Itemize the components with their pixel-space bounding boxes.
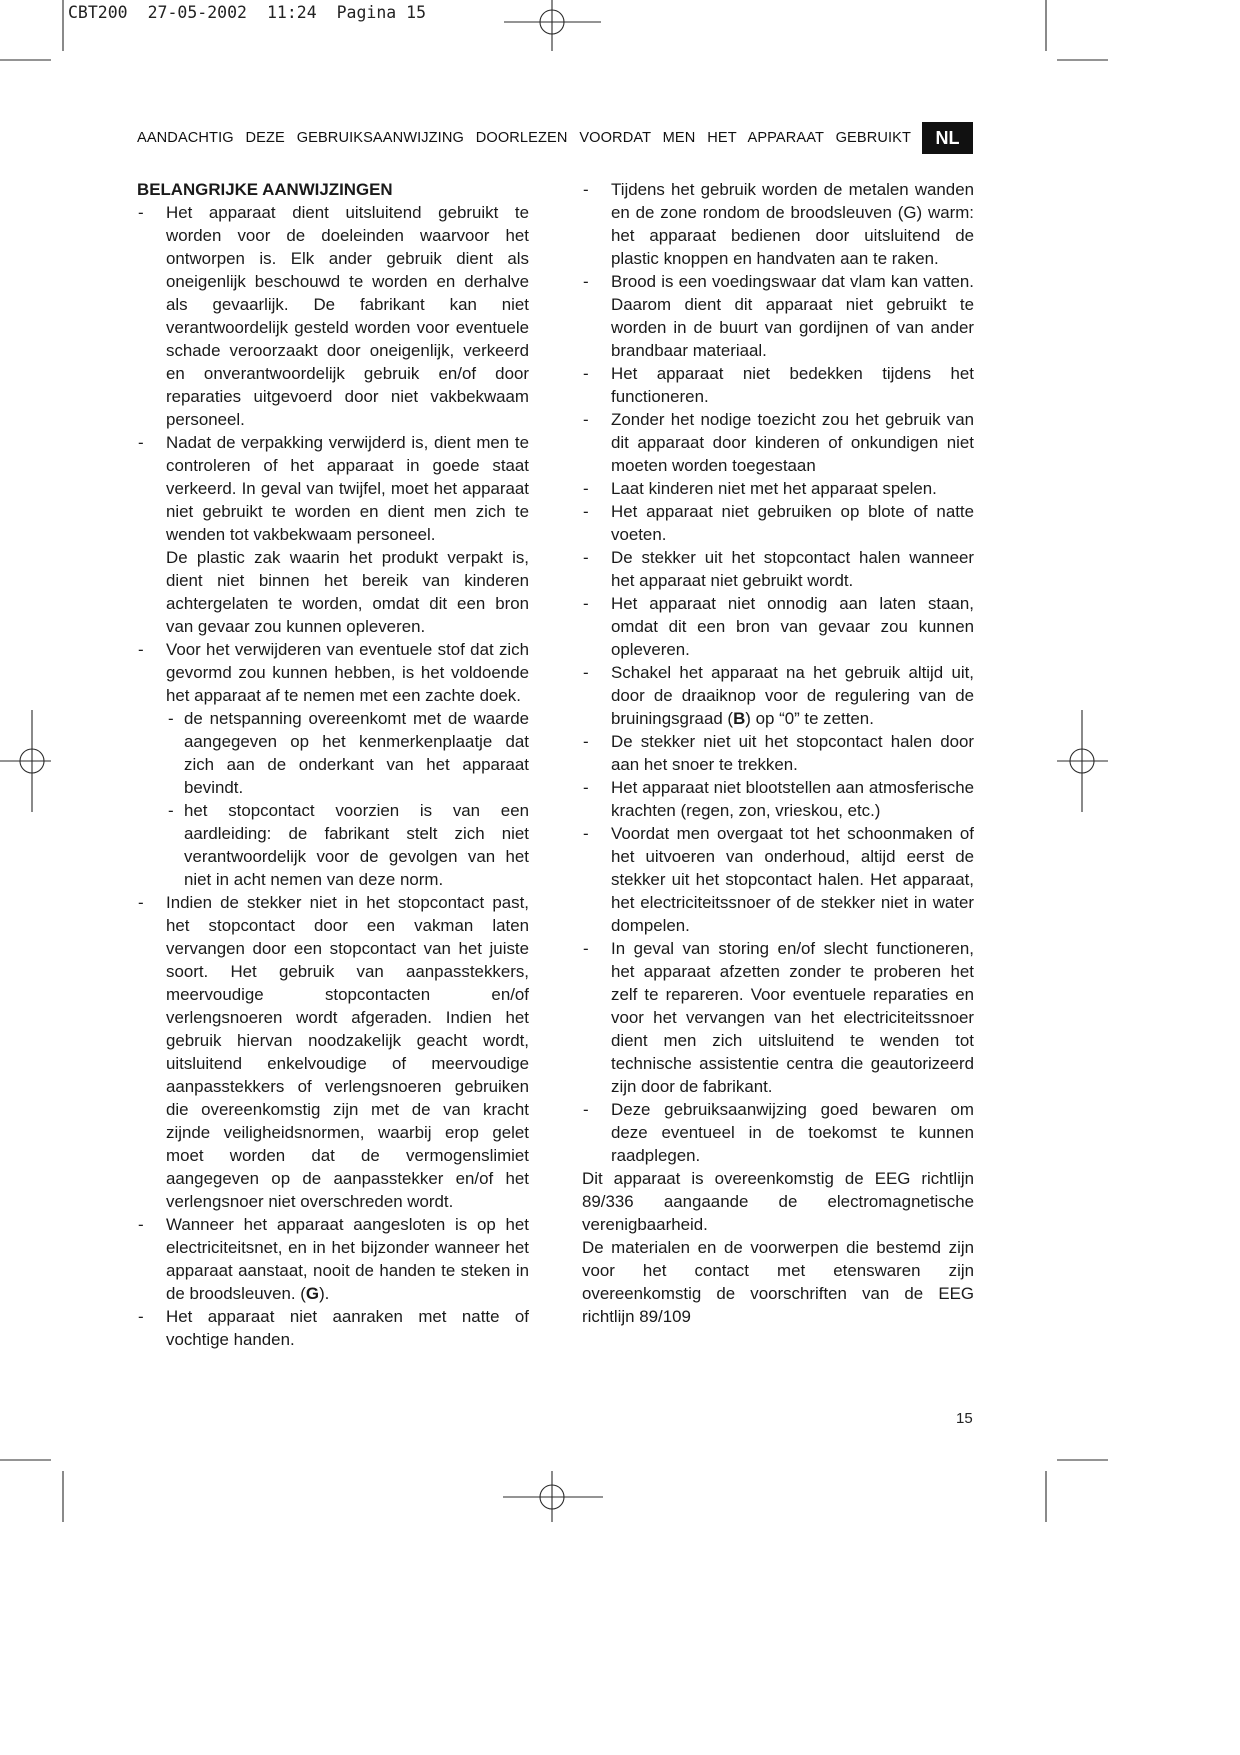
bullet-item <box>137 638 529 707</box>
registration-mark-left <box>0 710 51 812</box>
text-segment: Wanneer het apparaat aangesloten is op het electriciteitsnet, en in het bijzonder wanneer het apparaat aanstaat, nooit de handen te steken in de broodsleuven. ( <box>166 1215 529 1303</box>
text-segment: ). <box>319 1284 330 1303</box>
bullet-item <box>582 730 974 776</box>
bullet-dash: - <box>138 640 144 659</box>
slug-page: Pagina 15 <box>336 3 427 22</box>
paragraph <box>582 1167 974 1236</box>
text-segment: Dit apparaat is overeenkomstig de EEG richtlijn 89/336 aangaande de electromagnetische verenigbaarheid. <box>582 1169 974 1234</box>
language-badge: NL <box>922 122 973 154</box>
print-slug <box>68 2 446 24</box>
text-segment: De plastic zak waarin het produkt verpakt is, dient niet binnen het bereik van kinderen achtergelaten te worden, omdat dit een bron van gevaar zou kunnen opleveren. <box>166 548 529 636</box>
bullet-dash: - <box>583 939 589 958</box>
text-segment: de netspanning overeenkomt met de waarde aangegeven op het kenmerkenplaatje dat zich aan de onderkant van het apparaat bevindt. <box>184 709 529 797</box>
registration-mark-top <box>504 0 601 51</box>
bullet-dash: - <box>583 479 589 498</box>
right-column <box>582 178 974 1328</box>
bullet-dash: - <box>168 801 174 820</box>
sub-bullet-item <box>137 707 529 799</box>
header-instruction: AANDACHTIG DEZE GEBRUIKSAANWIJZING DOORLEZEN VOORDAT MEN HET APPARAAT GEBRUIKT <box>137 130 911 146</box>
bullet-item <box>582 937 974 1098</box>
bullet-item <box>582 500 974 546</box>
text-segment: Het apparaat dient uitsluitend gebruikt te worden voor de doeleinden waarvoor het ontworpen is. Elk ander gebruik dient als oneigenlijk beschouwd te worden en derhalve als gevaarlijk. De fabrikant kan niet verantwoordelijk gesteld worden voor eventuele schade veroorzaakt door oneigenlijk, verkeerd en onverantwoordelijk gebruik en/of door reparaties uitgevoerd door niet vakbekwaam personeel. <box>166 203 529 429</box>
bullet-item <box>582 477 974 500</box>
slug-job-code: CBT200 <box>68 3 128 22</box>
bullet-dash: - <box>583 732 589 751</box>
slug-date: 27-05-2002 <box>147 3 247 22</box>
bullet-item <box>582 1098 974 1167</box>
text-segment: ) op “0” te zetten. <box>745 709 874 728</box>
bullet-item <box>137 431 529 546</box>
bullet-item <box>582 362 974 408</box>
text-segment: Het apparaat niet gebruiken op blote of natte voeten. <box>611 502 974 544</box>
bullet-dash: - <box>583 1100 589 1119</box>
bullet-item <box>137 1305 529 1351</box>
registration-mark-bottom <box>503 1471 603 1522</box>
bullet-item <box>137 891 529 1213</box>
bullet-dash: - <box>583 663 589 682</box>
bullet-dash: - <box>583 364 589 383</box>
text-segment: Zonder het nodige toezicht zou het gebruik van dit apparaat door kinderen of onkundigen niet moeten worden toegestaan <box>611 410 974 475</box>
page-header <box>137 122 973 154</box>
text-segment: De stekker uit het stopcontact halen wanneer het apparaat niet gebruikt wordt. <box>611 548 974 590</box>
figure-reference-letter: G <box>305 1284 320 1303</box>
bullet-dash: - <box>138 203 144 222</box>
registration-mark-right <box>1057 710 1108 812</box>
bullet-dash: - <box>583 824 589 843</box>
bullet-item <box>137 1213 529 1305</box>
bullet-dash: - <box>138 893 144 912</box>
bullet-item <box>582 546 974 592</box>
text-segment: De materialen en de voorwerpen die bestemd zijn voor het contact met etenswaren zijn overeenkomstig de voorschriften van de EEG richtlijn 89/109 <box>582 1238 974 1326</box>
text-segment: het stopcontact voorzien is van een aardleiding: de fabrikant stelt zich niet verantwoordelijk voor de gevolgen van het niet in acht nemen van deze norm. <box>184 801 529 889</box>
text-segment: Schakel het apparaat na het gebruik altijd uit, door de draaiknop voor de regulering van de bruiningsgraad ( <box>611 663 974 728</box>
indented-paragraph <box>137 546 529 638</box>
text-segment: Voordat men overgaat tot het schoonmaken of het uitvoeren van onderhoud, altijd eerst de stekker uit het stopcontact halen. Het apparaat, het electriciteitssnoer of de stekker niet in water dompelen. <box>611 824 974 935</box>
text-segment: Voor het verwijderen van eventuele stof dat zich gevormd zou kunnen hebben, is het voldoende het apparaat af te nemen met een zachte doek. <box>166 640 529 705</box>
bullet-dash: - <box>583 502 589 521</box>
text-segment: De stekker niet uit het stopcontact halen door aan het snoer te trekken. <box>611 732 974 774</box>
text-segment: Nadat de verpakking verwijderd is, dient men te controleren of het apparaat in goede staat verkeerd. In geval van twijfel, moet het apparaat niet gebruikt te worden en dient men zich te wenden tot vakbekwaam personeel. <box>166 433 529 544</box>
figure-reference-letter: B <box>733 709 746 728</box>
text-segment: Brood is een voedingswaar dat vlam kan vatten. Daarom dient dit apparaat niet gebruikt te worden in de buurt van gordijnen of van ander brandbaar materiaal. <box>611 272 974 360</box>
text-segment: Het apparaat niet onnodig aan laten staan, omdat dit een bron van gevaar zou kunnen opleveren. <box>611 594 974 659</box>
bullet-dash: - <box>583 410 589 429</box>
bullet-item <box>582 822 974 937</box>
bullet-dash: - <box>138 433 144 452</box>
section-heading <box>137 178 529 201</box>
text-segment: Indien de stekker niet in het stopcontact past, het stopcontact door een vakman laten vervangen door een stopcontact van het juiste soort. Het gebruik van aanpasstekkers, meervoudige stopcontacten en/of verlengsnoeren wordt afgeraden. Indien het gebruik hiervan noodzakelijk geacht wordt, uitsluitend enkelvoudige of meervoudige aanpasstekkers of verlengsnoeren gebruiken die overeenkomstig zijn met de van kracht zijnde veiligheidsnormen, waarbij erop gelet moet worden dat de vermogenslimiet aangegeven op de aanpasstekker en/of het verlengsnoer niet overschreden wordt. <box>166 893 529 1211</box>
slug-time: 11:24 <box>266 3 317 22</box>
text-segment: In geval van storing en/of slecht functioneren, het apparaat afzetten zonder te proberen het zelf te repareren. Voor eventuele reparaties en voor het vervangen van het electriciteitssnoer dient men zich uitsluitend te wenden tot technische assistentie centra die geautorizeerd zijn door de fabrikant. <box>611 939 974 1096</box>
paragraph <box>582 1236 974 1328</box>
text-segment: Het apparaat niet bedekken tijdens het functioneren. <box>611 364 974 406</box>
bullet-item <box>582 178 974 270</box>
text-segment: Deze gebruiksaanwijzing goed bewaren om deze eventueel in de toekomst te kunnen raadplegen. <box>611 1100 974 1165</box>
bullet-item <box>137 201 529 431</box>
bullet-dash: - <box>583 548 589 567</box>
bullet-item <box>582 776 974 822</box>
bullet-dash: - <box>583 594 589 613</box>
bullet-item <box>582 592 974 661</box>
bullet-item <box>582 661 974 730</box>
left-column <box>137 178 529 1351</box>
text-segment: Het apparaat niet aanraken met natte of vochtige handen. <box>166 1307 529 1349</box>
text-segment: Het apparaat niet blootstellen aan atmosferische krachten (regen, zon, vrieskou, etc.) <box>611 778 974 820</box>
sub-bullet-item <box>137 799 529 891</box>
bullet-dash: - <box>138 1307 144 1326</box>
bullet-item <box>582 408 974 477</box>
text-segment: BELANGRIJKE AANWIJZINGEN <box>137 180 393 199</box>
text-segment: Tijdens het gebruik worden de metalen wanden en de zone rondom de broodsleuven (G) warm: het apparaat bedienen door uitsluitend de plastic knoppen en handvaten aan te raken. <box>611 180 974 268</box>
bullet-dash: - <box>583 778 589 797</box>
bullet-dash: - <box>583 180 589 199</box>
bullet-dash: - <box>138 1215 144 1234</box>
bullet-dash: - <box>168 709 174 728</box>
page-number: 15 <box>956 1410 973 1427</box>
bullet-dash: - <box>583 272 589 291</box>
bullet-item <box>582 270 974 362</box>
text-segment: Laat kinderen niet met het apparaat spelen. <box>611 479 937 498</box>
